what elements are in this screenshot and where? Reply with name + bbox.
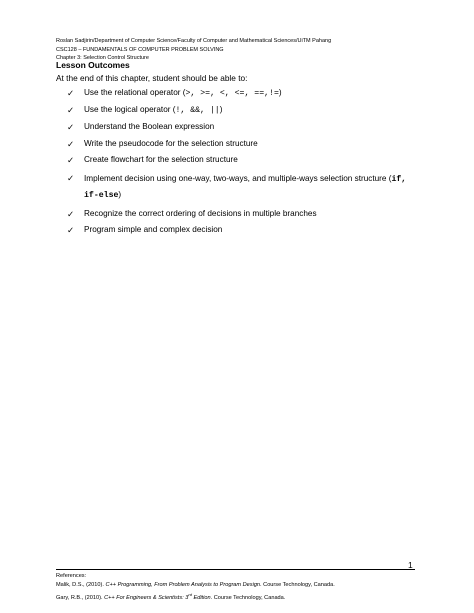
reference-title-superscript: rd <box>188 592 192 597</box>
check-icon: ✓ <box>67 225 75 236</box>
outcome-text-end: ) <box>278 88 282 97</box>
check-icon: ✓ <box>67 88 75 98</box>
outcome-text-end: ) <box>118 190 122 200</box>
outcome-code: !, &&, || <box>175 106 220 116</box>
reference-item <box>56 581 335 590</box>
page-number: 1 <box>408 560 413 570</box>
reference-publisher: . Course Technology, Canada. <box>260 582 335 588</box>
reference-author: Gary, R.B., (2010). <box>56 594 105 601</box>
outcomes-list <box>67 88 417 241</box>
check-icon: ✓ <box>67 105 75 116</box>
check-icon: ✓ <box>67 209 75 220</box>
outcome-item-program <box>67 225 417 235</box>
header-author-line: Roslan Sadjirin/Department of Computer Science/Faculty of Computer and Mathematical Sciences/UiTM Pahang <box>56 38 332 44</box>
outcome-item-relational <box>67 88 417 99</box>
reference-title: C++ Programming, From Problem Analysis to Program Design <box>105 582 261 588</box>
reference-title-edition: Edition <box>191 594 211 601</box>
references-label: References: <box>56 573 87 579</box>
outcome-item-ordering <box>67 209 417 219</box>
section-title: Lesson Outcomes <box>56 60 130 70</box>
outcome-code: if, if-else <box>84 175 407 201</box>
outcome-text: Understand the Boolean expression <box>84 122 215 132</box>
outcome-item-flowchart <box>67 155 417 165</box>
check-icon: ✓ <box>67 138 75 149</box>
outcome-text: Write the pseudocode for the selection structure <box>84 138 258 148</box>
check-icon: ✓ <box>67 173 75 184</box>
outcome-text-end: ) <box>219 105 223 115</box>
outcome-item-implement-decision <box>67 171 417 203</box>
reference-publisher: . Course Technology, Canada. <box>210 594 286 601</box>
check-icon: ✓ <box>67 122 75 133</box>
page-header <box>56 37 331 63</box>
outcome-item-pseudocode <box>67 139 417 149</box>
header-course-line: CSC128 – FUNDAMENTALS OF COMPUTER PROBLEM SOLVING <box>56 46 224 53</box>
outcome-item-boolean <box>67 122 417 132</box>
outcome-code: >, >=, <, <=, ==,!= <box>185 89 279 98</box>
header-chapter-line: Chapter 3: Selection Control Structure <box>56 55 149 62</box>
reference-item <box>56 590 335 603</box>
check-icon: ✓ <box>67 154 75 165</box>
outcome-text: Create flowchart for the selection structure <box>84 154 238 164</box>
outcome-text: Use the relational operator ( <box>84 88 186 97</box>
references <box>56 572 335 603</box>
outcome-text: Program simple and complex decision <box>84 225 223 235</box>
footer-divider <box>56 569 415 570</box>
intro-text: At the end of this chapter, student should be able to: <box>56 73 248 83</box>
outcome-item-logical <box>67 105 417 116</box>
outcome-text: Implement decision using one-way, two-ways, and multiple-ways selection structure ( <box>84 174 392 184</box>
reference-author: Malik, D.S., (2010). <box>56 582 106 588</box>
reference-title: C++ For Engineers & Scientists: 3 <box>104 594 189 601</box>
outcome-text: Recognize the correct ordering of decisions in multiple branches <box>84 209 317 219</box>
outcome-text: Use the logical operator ( <box>84 105 176 115</box>
